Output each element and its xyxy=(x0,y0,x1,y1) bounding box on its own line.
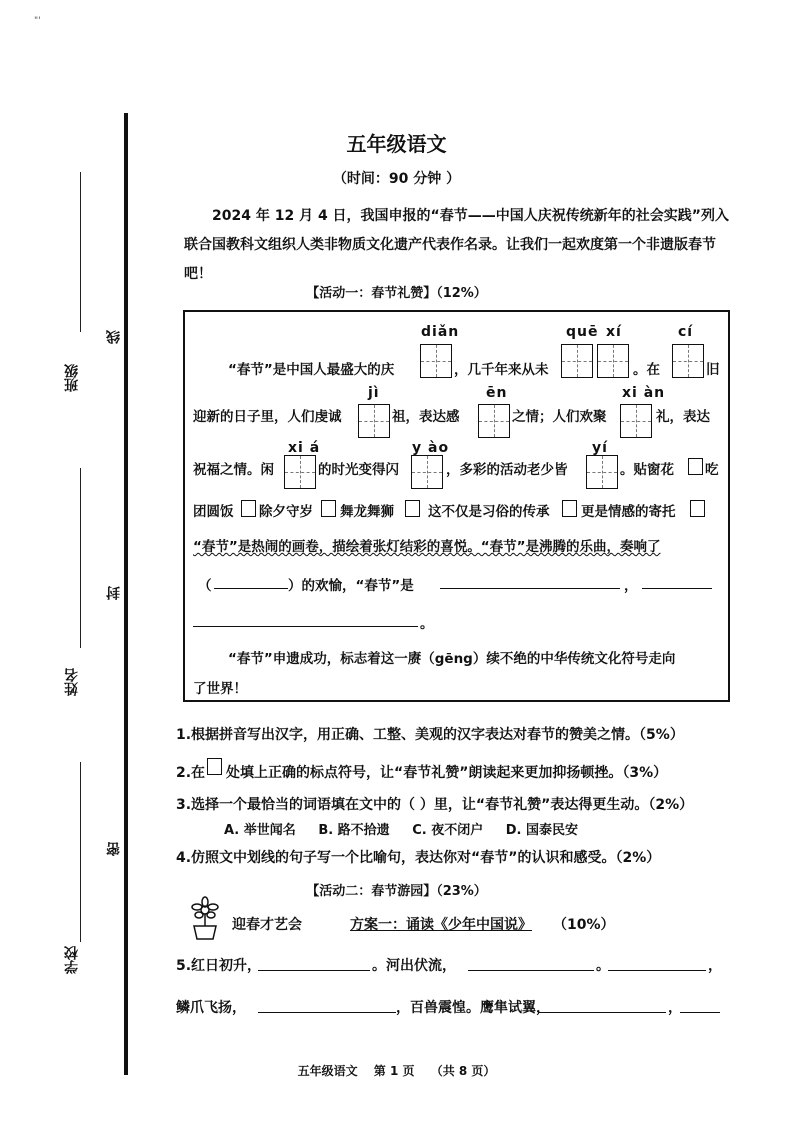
passage-line6-b: ）的欢愉，“春节”是 xyxy=(288,578,414,594)
tianzige-yao[interactable] xyxy=(411,455,443,489)
seal-char-seal: 封 xyxy=(106,586,122,600)
footer-total: （共 8 页） xyxy=(430,1064,496,1078)
punct-box[interactable] xyxy=(405,500,420,517)
punct-box[interactable] xyxy=(241,500,256,517)
name-label: 姓名 xyxy=(64,668,80,696)
class-label: 班级 xyxy=(64,364,80,392)
tianzige-en[interactable] xyxy=(478,404,510,438)
plan-title: 方案一：诵读《少年中国说》 xyxy=(350,917,532,933)
passage-line8: “春节”申遗成功，标志着这一赓（gēng）续不绝的中华传统文化符号走向 xyxy=(228,651,676,667)
seal-char-line: 线 xyxy=(106,330,122,344)
passage-line4-b: 除夕守岁 xyxy=(259,504,313,520)
tianzige-ji[interactable] xyxy=(358,404,390,438)
badge-label: 迎春才艺会 xyxy=(232,917,302,933)
q5-text-b: 。河出伏流， xyxy=(372,958,456,974)
q5-blank-4[interactable] xyxy=(258,1012,396,1013)
passage-line4-a: 团圆饭 xyxy=(193,504,234,520)
passage-line3-b: 的时光变得闪 xyxy=(318,462,399,478)
simile-blank-3[interactable] xyxy=(193,626,418,627)
question-3-options xyxy=(224,819,596,838)
q5-text-g: ， xyxy=(668,1000,682,1016)
pinyin-que: quē xyxy=(566,324,599,340)
simile-blank-2[interactable] xyxy=(642,588,712,589)
intro-paragraph: 2024 年 12 月 4 日，我国申报的“春节——中国人庆祝传统新年的社会实践”列入联合国教科文组织人类非物质文化遗产代表作名录。让我们一起欢度第一个非遗版春节吧！ xyxy=(184,208,729,282)
pinyin-xian: xi àn xyxy=(622,385,666,401)
punct-box[interactable] xyxy=(321,500,336,517)
punct-box[interactable] xyxy=(690,500,705,517)
simile-blank-1[interactable] xyxy=(440,588,620,589)
page-footer xyxy=(0,1062,793,1079)
passage-line1-b: ，几千年来从未 xyxy=(454,362,549,378)
tianzige-yi[interactable] xyxy=(586,455,618,489)
option-c[interactable]: C. 夜不闭户 xyxy=(412,823,484,838)
pinyin-xi: xí xyxy=(606,324,622,340)
name-fill-line xyxy=(80,468,81,648)
q5-blank-2[interactable] xyxy=(468,970,594,971)
flower-pot-icon xyxy=(182,896,228,942)
passage-line3-d: 。贴窗花 xyxy=(620,462,674,478)
passage-line3-a: 祝福之情。闲 xyxy=(193,462,274,478)
tianzige-xia[interactable] xyxy=(284,455,316,489)
passage-line4-e: 更是情感的寄托 xyxy=(581,504,676,520)
class-fill-line xyxy=(80,172,81,332)
page-title: 五年级语文 xyxy=(346,132,447,156)
seal-char-secret: 密 xyxy=(106,842,122,856)
school-label: 学校 xyxy=(64,946,80,974)
footer-page: 第 1 页 xyxy=(373,1064,415,1078)
plan-score: （10%） xyxy=(553,917,615,933)
pinyin-ci: cí xyxy=(678,324,694,340)
paren-open: （ xyxy=(198,578,212,594)
passage-line9: 了世界！ xyxy=(193,681,247,697)
passage-line3-e: 吃 xyxy=(705,462,719,478)
corner-mark: "' xyxy=(34,16,41,26)
punct-box-sample xyxy=(207,758,222,775)
tianzige-ci[interactable] xyxy=(672,344,704,378)
q5-blank-6[interactable] xyxy=(680,1012,720,1013)
pinyin-yao: y ào xyxy=(412,440,450,456)
binding-line xyxy=(124,113,128,1075)
passage-line1-a: “春节”是中国人最盛大的庆 xyxy=(228,362,395,378)
passage-line2-d: 礼，表达 xyxy=(656,409,710,425)
q5-text-f: ，百兽震惶。鹰隼试翼， xyxy=(396,1000,550,1016)
passage-line4-d: 这不仅是习俗的传承 xyxy=(428,504,550,520)
tianzige-xian[interactable] xyxy=(620,404,652,438)
idiom-blank[interactable] xyxy=(214,588,288,589)
option-b[interactable]: B. 路不拾遗 xyxy=(318,823,390,838)
footer-subject: 五年级语文 xyxy=(297,1064,358,1078)
passage-line2-b: 祖，表达感 xyxy=(392,409,460,425)
question-1: 1.根据拼音写出汉字，用正确、工整、美观的汉字表达对春节的赞美之情。（5%） xyxy=(176,727,684,743)
question-4: 4.仿照文中划线的句子写一个比喻句，表达你对“春节”的认识和感受。（2%） xyxy=(176,850,661,866)
q5-blank-1[interactable] xyxy=(258,970,370,971)
activity2-heading: 【活动二：春节游园】（23%） xyxy=(306,884,487,899)
q5-text-d: ， xyxy=(708,958,722,974)
passage-line4-c: 舞龙舞狮 xyxy=(340,504,394,520)
passage-line2-a: 迎新的日子里，人们虔诚 xyxy=(193,409,342,425)
school-fill-line xyxy=(80,762,81,942)
q5-blank-3[interactable] xyxy=(608,970,706,971)
q5-blank-5[interactable] xyxy=(538,1012,666,1013)
exam-time: （时间：90 分钟 ） xyxy=(332,171,461,187)
option-d[interactable]: D. 国泰民安 xyxy=(505,823,579,838)
passage-line7: 。 xyxy=(420,616,434,632)
activity1-heading: 【活动一：春节礼赞】（12%） xyxy=(306,286,487,301)
pinyin-yi: yí xyxy=(592,440,608,456)
model-sentence: “春节”是热闹的画卷，描绘着张灯结彩的喜悦。“春节”是沸腾的乐曲，奏响了 xyxy=(193,539,661,555)
passage-line3-c: ，多彩的活动老少皆 xyxy=(446,462,568,478)
passage-line1-c: 。在 xyxy=(633,362,660,378)
q5-text-c: 。 xyxy=(596,958,610,974)
pinyin-en: ēn xyxy=(486,385,508,401)
q5-text-e: 鳞爪飞扬， xyxy=(176,1000,246,1016)
q5-text-a: 5.红日初升， xyxy=(176,958,262,974)
tianzige-dian[interactable] xyxy=(420,344,452,378)
tianzige-que[interactable] xyxy=(561,344,593,378)
option-a[interactable]: A. 举世闻名 xyxy=(224,823,296,838)
question-2-a: 2.在 xyxy=(176,765,206,781)
passage-line2-c: 之情；人们欢聚 xyxy=(512,409,607,425)
question-3: 3.选择一个最恰当的词语填在文中的（ ）里，让“春节礼赞”表达得更生动。（2%） xyxy=(176,797,694,813)
punct-box[interactable] xyxy=(688,458,703,475)
passage-line6-comma: ， xyxy=(624,578,638,594)
question-2-b: 处填上正确的标点符号，让“春节礼赞”朗读起来更加抑扬顿挫。（3%） xyxy=(226,765,668,781)
passage-line1-d: 旧 xyxy=(706,362,720,378)
pinyin-dian: diǎn xyxy=(421,324,460,340)
tianzige-xi[interactable] xyxy=(597,344,629,378)
pinyin-xia: xi á xyxy=(288,440,321,456)
pinyin-ji: jì xyxy=(368,385,380,401)
punct-box[interactable] xyxy=(562,500,577,517)
